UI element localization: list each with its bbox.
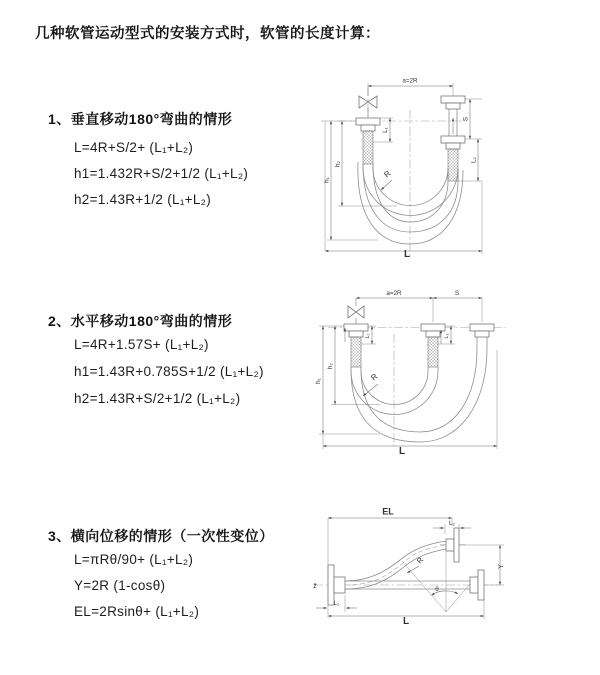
- diagram-lateral-displacement: [300, 500, 600, 655]
- dim-label-el: EL: [382, 506, 394, 517]
- dimension-labels: [315, 290, 459, 457]
- dim-label-h2: h₂: [334, 161, 342, 167]
- dimension-lines: [319, 298, 497, 449]
- flange-connector-left: [328, 565, 345, 605]
- formula-1-h1: h1=1.432R+S/2+1/2 (L₁+L₂): [74, 166, 249, 181]
- formula-2-L: L=4R+1.57S+ (L₁+L₂): [74, 337, 209, 352]
- dim-label-a2r: a=2R: [402, 77, 418, 85]
- dim-label-theta: θ: [435, 586, 439, 593]
- flange-connector-moving-pos2: [470, 324, 494, 348]
- centerline-mark: z̄: [313, 583, 317, 590]
- dim-label-l: L: [403, 249, 411, 260]
- formula-1-L: L=4R+S/2+ (L₁+L₂): [74, 140, 194, 155]
- diagram-horizontal-180-bend: [310, 286, 600, 458]
- formula-3-Y: Y=2R (1-cosθ): [74, 578, 166, 593]
- dimension-lines: [316, 518, 504, 619]
- hose-body: [351, 348, 487, 442]
- flange-connector-fixed: [344, 324, 368, 367]
- valve-icon: [348, 298, 364, 324]
- formula-1-h2: h2=1.43R+1/2 (L₁+L₂): [74, 192, 212, 207]
- formula-3-L: L=πRθ/90+ (L₁+L₂): [74, 552, 194, 567]
- dim-label-l1: L₁: [365, 333, 371, 339]
- dim-label-l1: L₁: [382, 127, 389, 133]
- dim-label-r: R: [369, 371, 380, 383]
- dim-label-l: L: [402, 616, 410, 627]
- dimension-labels: [313, 507, 505, 628]
- formula-2-h1: h1=1.43R+0.785S+1/2 (L₁+L₂): [74, 364, 264, 379]
- dim-label-l2: L₂: [449, 520, 455, 527]
- formula-2-h2: h2=1.43R+S/2+1/2 (L₁+L₂): [74, 391, 241, 406]
- dim-label-a2r: a=2R: [386, 290, 402, 297]
- hose-body: [358, 162, 463, 244]
- dim-label-l2: L₂: [444, 333, 450, 339]
- flange-connector-moving: [441, 96, 465, 181]
- dim-label-y: Y: [498, 564, 505, 569]
- dim-label-l2: L₂: [470, 157, 478, 163]
- dim-label-s: S: [462, 116, 470, 122]
- dim-label-s: S: [454, 290, 460, 297]
- dim-label-r: R: [382, 168, 393, 180]
- diagram-vertical-180-bend: [312, 72, 562, 260]
- section-2-heading: 2、水平移动180°弯曲的情形: [48, 313, 233, 329]
- flange-connector-moving-pos1: [421, 324, 445, 367]
- page-title: 几种软管运动型式的安装方式时，软管的长度计算：: [35, 26, 380, 42]
- valve-icon: [359, 88, 377, 118]
- dim-label-h1: h₁: [315, 378, 322, 384]
- section-1-heading: 1、垂直移动180°弯曲的情形: [48, 111, 233, 127]
- section-3-heading: 3、横向位移的情形（一次性变位）: [48, 528, 274, 544]
- hose-displaced-position: [345, 528, 459, 589]
- flange-connector-fixed: [356, 118, 380, 164]
- formula-3-EL: EL=2Rsinθ+ (L₁+L₂): [74, 604, 200, 619]
- dim-label-l1: L₁: [333, 600, 340, 607]
- dim-label-h1: h₁: [323, 177, 331, 183]
- dim-label-r: R: [414, 555, 426, 566]
- dim-label-h2: h₂: [327, 363, 334, 369]
- dim-label-l: L: [398, 446, 406, 457]
